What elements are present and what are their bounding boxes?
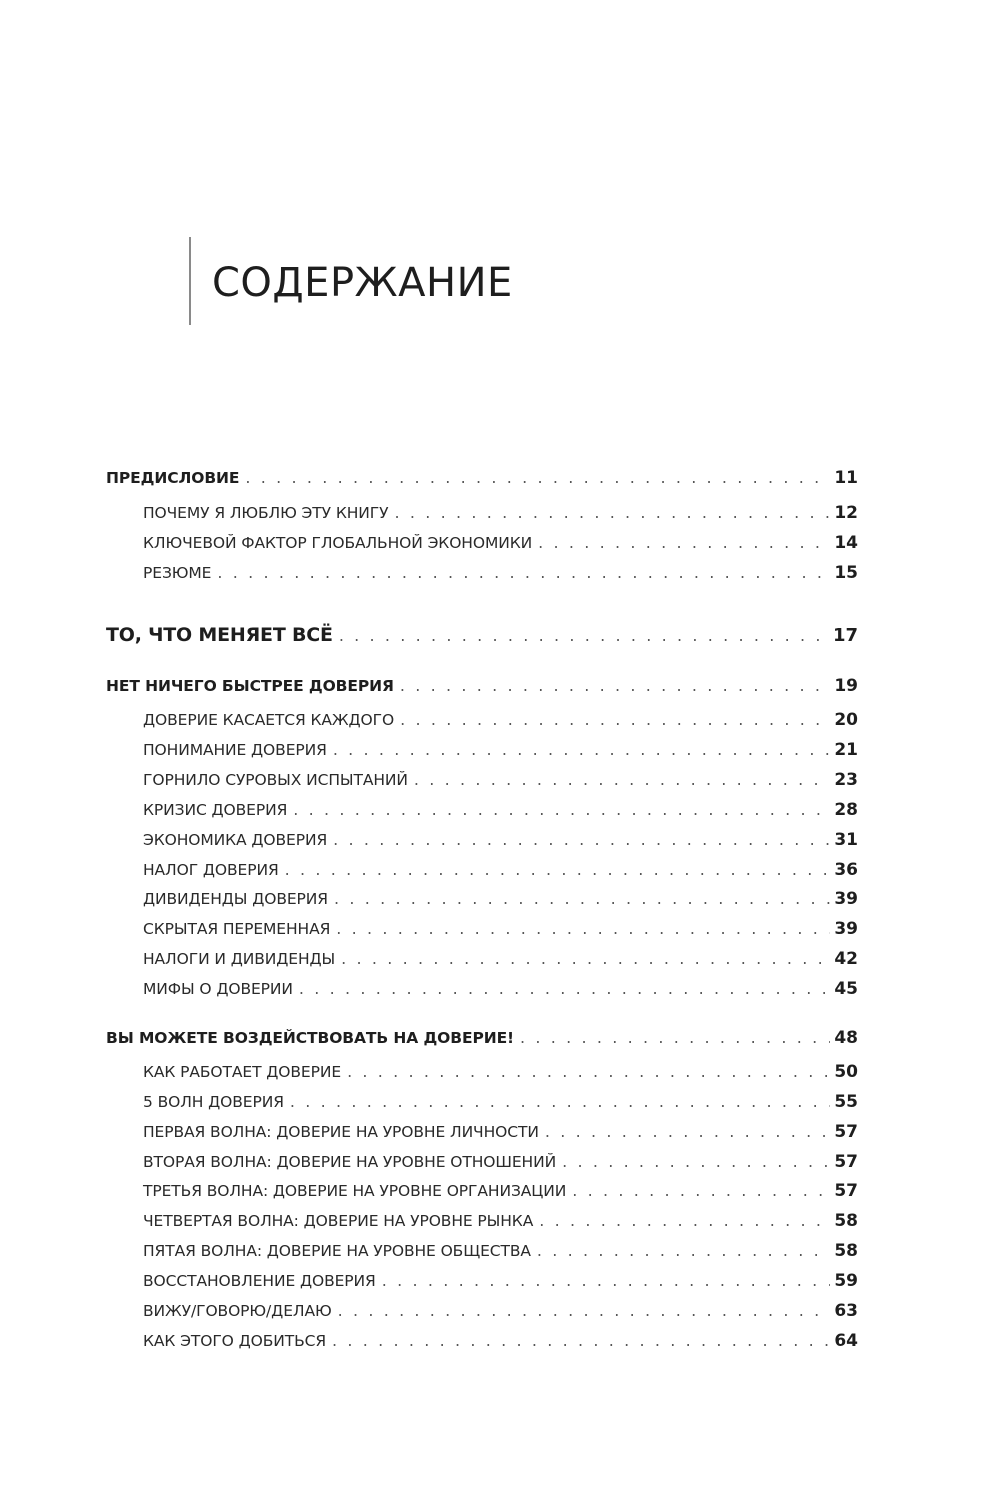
dot-leader: [341, 949, 830, 968]
toc-entry[interactable]: [143, 1152, 858, 1172]
toc-entry-page: 42: [834, 949, 858, 969]
toc-entry[interactable]: [143, 740, 858, 760]
page-title: СОДЕРЖАНИЕ: [212, 260, 513, 306]
toc-entry-page: 58: [834, 1211, 858, 1231]
dot-leader: [332, 1331, 830, 1350]
toc-entry-label: ПЕРВАЯ ВОЛНА: ДОВЕРИЕ НА УРОВНЕ ЛИЧНОСТИ: [143, 1123, 539, 1141]
dot-leader: [520, 1028, 830, 1047]
toc-entry-label: НЕТ НИЧЕГО БЫСТРЕЕ ДОВЕРИЯ: [106, 677, 394, 695]
toc-entry-preface[interactable]: [106, 468, 858, 488]
dot-leader: [400, 676, 830, 695]
toc-entry-label: СКРЫТАЯ ПЕРЕМЕННАЯ: [143, 920, 331, 938]
dot-leader: [538, 533, 830, 552]
toc-entry-part[interactable]: [106, 624, 858, 646]
toc-entry-page: 36: [834, 860, 858, 880]
dot-leader: [382, 1271, 831, 1290]
toc-entry-page: 12: [834, 503, 858, 523]
toc-entry[interactable]: [143, 800, 858, 820]
toc-entry[interactable]: [143, 1211, 858, 1231]
toc-entry-label: ЭКОНОМИКА ДОВЕРИЯ: [143, 831, 328, 849]
dot-leader: [217, 563, 830, 582]
dot-leader: [414, 770, 830, 789]
toc-entry-page: 58: [834, 1241, 858, 1261]
dot-leader: [336, 919, 830, 938]
toc-entry-page: 48: [834, 1028, 858, 1048]
toc-entry[interactable]: [143, 1181, 858, 1201]
toc-entry[interactable]: [143, 830, 858, 850]
toc-entry-label: НАЛОГИ И ДИВИДЕНДЫ: [143, 950, 336, 968]
toc-entry-page: 21: [834, 740, 858, 760]
toc-entry-page: 19: [834, 676, 858, 696]
toc-entry-page: 39: [834, 919, 858, 939]
toc-entry-page: 39: [834, 889, 858, 909]
toc-entry-label: ВТОРАЯ ВОЛНА: ДОВЕРИЕ НА УРОВНЕ ОТНОШЕНИЙ: [143, 1153, 557, 1171]
toc-entry[interactable]: [143, 979, 858, 999]
dot-leader: [347, 1062, 830, 1081]
toc-entry-label: КЛЮЧЕВОЙ ФАКТОР ГЛОБАЛЬНОЙ ЭКОНОМИКИ: [143, 534, 533, 552]
dot-leader: [334, 889, 830, 908]
toc-entry[interactable]: [143, 770, 858, 790]
toc-entry-label: ПЯТАЯ ВОЛНА: ДОВЕРИЕ НА УРОВНЕ ОБЩЕСТВА: [143, 1242, 531, 1260]
toc-entry-label: 5 ВОЛН ДОВЕРИЯ: [143, 1093, 284, 1111]
toc-entry-page: 20: [834, 710, 858, 730]
toc-entry-label: МИФЫ О ДОВЕРИИ: [143, 980, 293, 998]
dot-leader: [572, 1181, 830, 1200]
toc-entry-section[interactable]: [106, 676, 858, 696]
toc-entry-label: ТО, ЧТО МЕНЯЕТ ВСЁ: [106, 624, 333, 646]
toc-entry-label: РЕЗЮМЕ: [143, 564, 212, 582]
toc-entry-page: 55: [834, 1092, 858, 1112]
toc-entry-page: 17: [832, 625, 858, 646]
dot-leader: [293, 800, 830, 819]
toc-entry-page: 57: [834, 1181, 858, 1201]
toc-entry[interactable]: [143, 1271, 858, 1291]
toc-entry[interactable]: [143, 919, 858, 939]
toc-entry-page: 63: [834, 1301, 858, 1321]
dot-leader: [333, 740, 831, 759]
toc-entry[interactable]: [143, 1301, 858, 1321]
dot-leader: [285, 860, 831, 879]
toc-entry-label: ПОЧЕМУ Я ЛЮБЛЮ ЭТУ КНИГУ: [143, 504, 389, 522]
toc-entry-page: 15: [834, 563, 858, 583]
toc-entry[interactable]: [143, 710, 858, 730]
toc-entry-label: ТРЕТЬЯ ВОЛНА: ДОВЕРИЕ НА УРОВНЕ ОРГАНИЗАЦИИ: [143, 1182, 567, 1200]
dot-leader: [299, 979, 830, 998]
dot-leader: [338, 1301, 831, 1320]
toc-entry-label: ВОССТАНОВЛЕНИЕ ДОВЕРИЯ: [143, 1272, 376, 1290]
toc-entry[interactable]: [143, 1092, 858, 1112]
dot-leader: [537, 1241, 830, 1260]
toc-entry-label: ЧЕТВЕРТАЯ ВОЛНА: ДОВЕРИЕ НА УРОВНЕ РЫНКА: [143, 1212, 534, 1230]
toc-entry-page: 23: [834, 770, 858, 790]
toc-entry-page: 57: [834, 1122, 858, 1142]
toc-entry-label: ДОВЕРИЕ КАСАЕТСЯ КАЖДОГО: [143, 711, 395, 729]
toc-entry-label: ПОНИМАНИЕ ДОВЕРИЯ: [143, 741, 327, 759]
toc-entry-label: ВЫ МОЖЕТЕ ВОЗДЕЙСТВОВАТЬ НА ДОВЕРИЕ!: [106, 1029, 515, 1047]
toc-entry[interactable]: [143, 533, 858, 553]
toc-entry[interactable]: [143, 1331, 858, 1351]
toc-entry-section[interactable]: [106, 1028, 858, 1048]
dot-leader: [539, 1211, 830, 1230]
toc-entry-page: 31: [834, 830, 858, 850]
toc-entry-label: ВИЖУ/ГОВОРЮ/ДЕЛАЮ: [143, 1302, 332, 1320]
toc-entry[interactable]: [143, 1122, 858, 1142]
dot-leader: [545, 1122, 830, 1141]
toc-entry[interactable]: [143, 503, 858, 523]
toc-entry-label: КАК ЭТОГО ДОБИТЬСЯ: [143, 1332, 327, 1350]
toc-entry-label: КАК РАБОТАЕТ ДОВЕРИЕ: [143, 1063, 342, 1081]
toc-entry[interactable]: [143, 1241, 858, 1261]
dot-leader: [339, 626, 829, 645]
toc-entry-page: 14: [834, 533, 858, 553]
toc-entry-page: 59: [834, 1271, 858, 1291]
dot-leader: [333, 830, 830, 849]
dot-leader: [394, 503, 830, 522]
toc-entry[interactable]: [143, 889, 858, 909]
toc-entry[interactable]: [143, 860, 858, 880]
toc-entry-label: НАЛОГ ДОВЕРИЯ: [143, 861, 279, 879]
toc-entry-label: ДИВИДЕНДЫ ДОВЕРИЯ: [143, 890, 328, 908]
toc-entry-label: ГОРНИЛО СУРОВЫХ ИСПЫТАНИЙ: [143, 771, 408, 789]
toc-entry-page: 57: [834, 1152, 858, 1172]
title-rule: [189, 237, 191, 325]
toc-entry-page: 64: [834, 1331, 858, 1351]
dot-leader: [562, 1152, 830, 1171]
toc-entry-label: КРИЗИС ДОВЕРИЯ: [143, 801, 288, 819]
toc-entry-page: 50: [834, 1062, 858, 1082]
toc-entry-label: ПРЕДИСЛОВИЕ: [106, 469, 240, 487]
dot-leader: [400, 710, 830, 729]
dot-leader: [290, 1092, 830, 1111]
toc-entry[interactable]: [143, 1062, 858, 1082]
toc-entry-page: 28: [834, 800, 858, 820]
dot-leader: [245, 468, 830, 487]
toc-entry[interactable]: [143, 563, 858, 583]
toc-entry-page: 45: [834, 979, 858, 999]
toc-entry-page: 11: [834, 468, 858, 488]
toc-entry[interactable]: [143, 949, 858, 969]
